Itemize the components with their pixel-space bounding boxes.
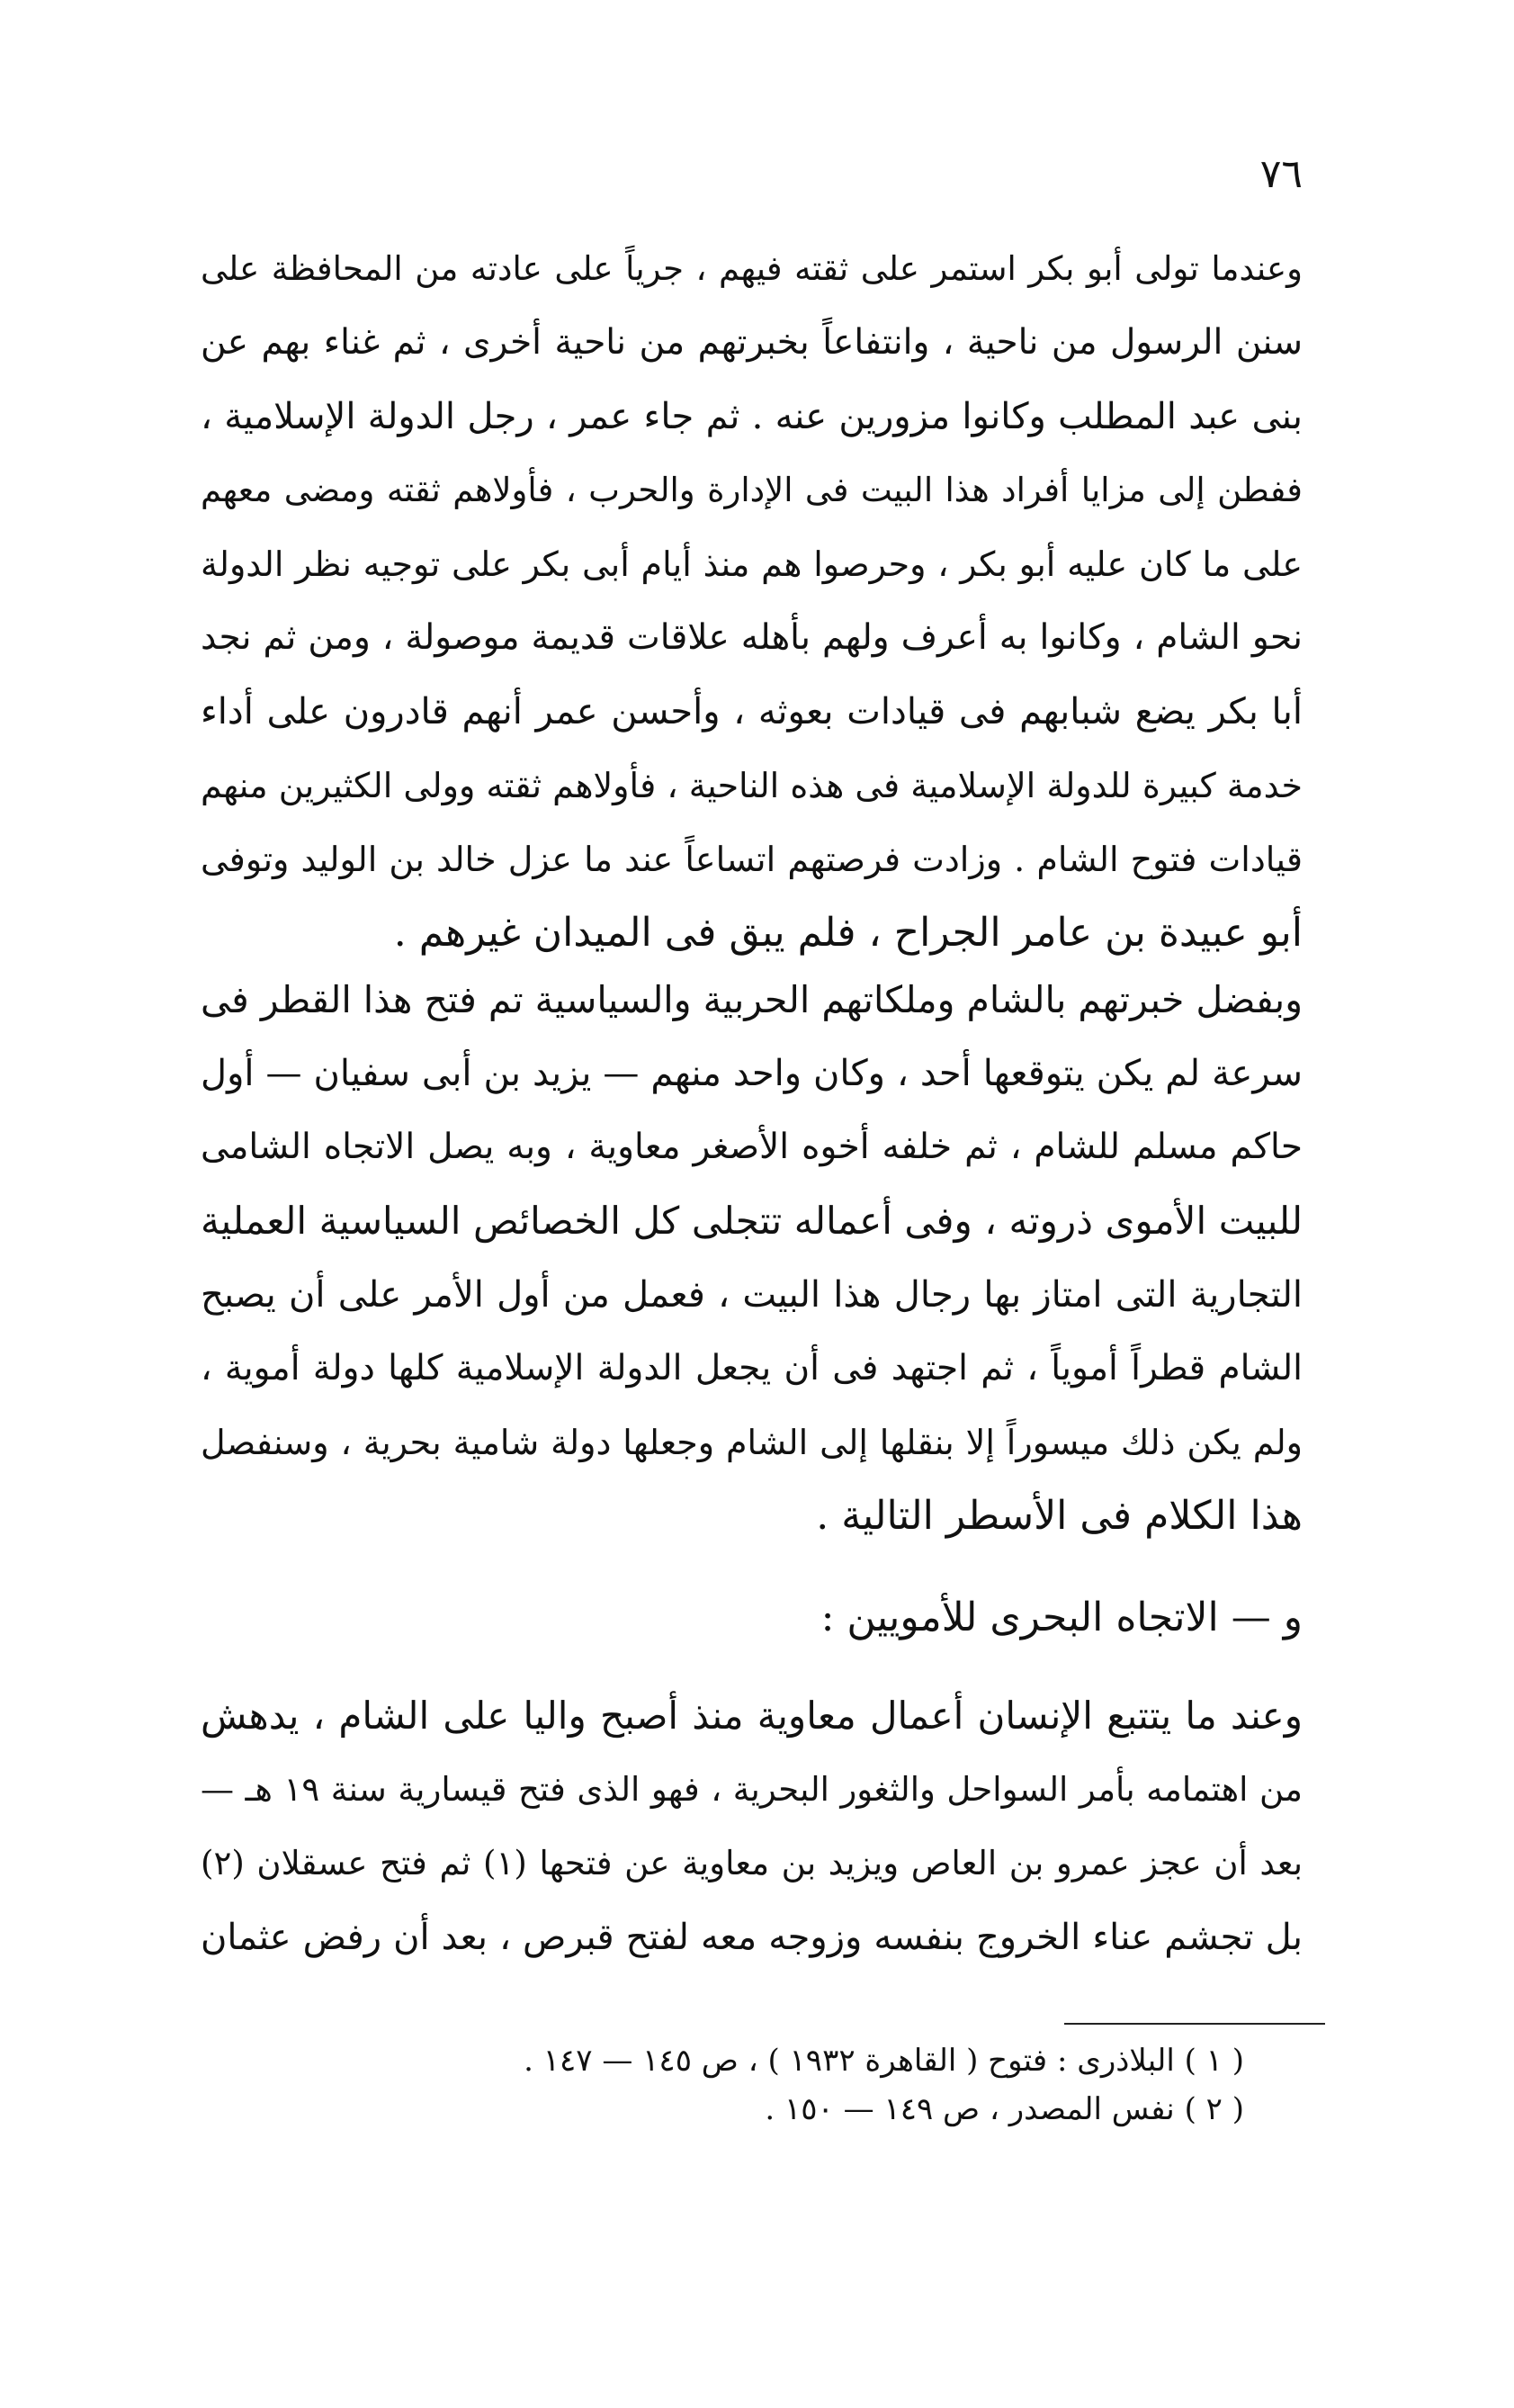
section-heading: و — الاتجاه البحرى للأمويين :: [820, 1595, 1303, 1640]
text-line: هذا الكلام فى الأسطر التالية .: [816, 1493, 1303, 1539]
text-line: التجارية التى امتاز بها رجال هذا البيت ، فعمل من أول الأمر على أن يصبح: [201, 1274, 1303, 1316]
text-line: بل تجشم عناء الخروج بنفسه وزوجه معه لفتح قبرص ، بعد أن رفض عثمان: [201, 1917, 1303, 1958]
text-line: أبا بكر يضع شبابهم فى قيادات بعوثه ، وأحسن عمر أنهم قادرون على أداء: [201, 691, 1303, 732]
text-line: الشام قطراً أموياً ، ثم اجتهد فى أن يجعل الدولة الإسلامية كلها دولة أموية ،: [201, 1348, 1303, 1388]
footnotes: [524, 2036, 1244, 2134]
text-line: حاكم مسلم للشام ، ثم خلفه أخوه الأصغر معاوية ، وبه يصل الاتجاه الشامى: [201, 1127, 1303, 1167]
text-line: سنن الرسول من ناحية ، وانتفاعاً بخبرتهم من ناحية أخرى ، ثم غناء بهم عن: [201, 322, 1303, 363]
text-line: من اهتمامه بأمر السواحل والثغور البحرية ، فهو الذى فتح قيسارية سنة ١٩ هـ —: [201, 1770, 1303, 1809]
footnote-1: ( ١ ) البلاذرى : فتوح ( القاهرة ١٩٣٢ ) ، ص ١٤٥ — ١٤٧ .: [524, 2043, 1244, 2079]
footnote-divider: [1064, 2023, 1325, 2025]
text-line: وعند ما يتتبع الإنسان أعمال معاوية منذ أصبح واليا على الشام ، يدهش: [201, 1694, 1303, 1738]
text-line: وبفضل خبرتهم بالشام وملكاتهم الحربية والسياسية تم فتح هذا القطر فى: [201, 978, 1303, 1021]
text-line: أبو عبيدة بن عامر الجراح ، فلم يبق فى الميدان غيرهم .: [393, 910, 1303, 956]
text-line: سرعة لم يكن يتوقعها أحد ، وكان واحد منهم — يزيد بن أبى سفيان — أول: [201, 1053, 1303, 1094]
footnote-2: ( ٢ ) نفس المصدر ، ص ١٤٩ — ١٥٠ .: [765, 2091, 1244, 2127]
paragraph-maritime-direction: [201, 1679, 1303, 1974]
text-line: قيادات فتوح الشام . وزادت فرصتهم اتساعاً عند ما عزل خالد بن الوليد وتوفى: [201, 840, 1303, 879]
text-line: للبيت الأموى ذروته ، وفى أعماله تتجلى كل الخصائص السياسية العملية: [201, 1199, 1303, 1243]
text-line: بعد أن عجز عمرو بن العاص ويزيد بن معاوية عن فتحها (١) ثم فتح عسقلان (٢): [201, 1844, 1303, 1882]
text-line: ولم يكن ذلك ميسوراً إلا بنقلها إلى الشام وجعلها دولة شامية بحرية ، وسنفصل: [201, 1423, 1303, 1462]
text-line: خدمة كبيرة للدولة الإسلامية فى هذه الناحية ، فأولاهم ثقته وولى الكثيرين منهم: [201, 766, 1303, 805]
paragraph-umayyad-trust: [201, 232, 1303, 970]
text-line: وعندما تولى أبو بكر استمر على ثقته فيهم ، جرياً على عادته من المحافظة على: [201, 249, 1303, 288]
text-line: على ما كان عليه أبو بكر ، وحرصوا هم منذ أيام أبى بكر على توجيه نظر الدولة: [201, 544, 1303, 584]
page-number: ٧٦: [1259, 151, 1303, 197]
paragraph-conquest-of-sham: [201, 963, 1303, 1553]
text-line: نحو الشام ، وكانوا به أعرف ولهم بأهله علاقات قديمة موصولة ، ومن ثم نجد: [201, 617, 1303, 658]
text-line: بنى عبد المطلب وكانوا مزورين عنه . ثم جاء عمر ، رجل الدولة الإسلامية ،: [201, 396, 1303, 437]
text-line: ففطن إلى مزايا أفراد هذا البيت فى الإدارة والحرب ، فأولاهم ثقته ومضى معهم: [201, 471, 1303, 509]
